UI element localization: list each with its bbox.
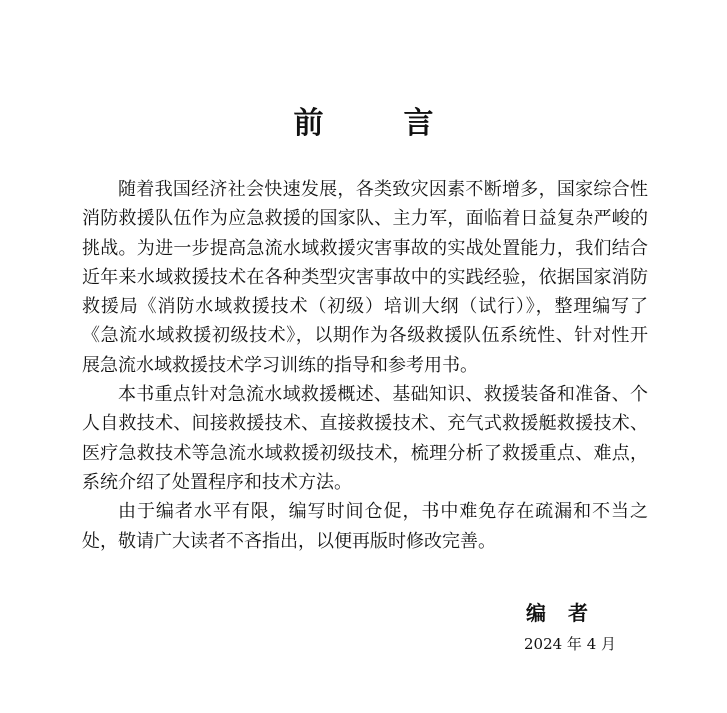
preface-body [82, 175, 648, 556]
page-title: 前言 [293, 106, 514, 141]
paragraph: 由于编者水平有限，编写时间仓促，书中难免存在疏漏和不当之处，敬请广大读者不吝指出，以便再版时修改完善。 [82, 501, 648, 552]
paragraph: 随着我国经济社会快速发展，各类致灾因素不断增多，国家综合性消防救援队伍作为应急救援的国家队、主力军，面临着日益复杂严峻的挑战。为进一步提高急流水域救援灾害事故的实战处置能力，我们结合近年来水域救援技术在各种类型灾害事故中的实践经验，依据国家消防救援局《消防水域救援技术（初级）培训大纲（试行）》，整理编写了《急流水域救援初级技术》，以期作为各级救援队伍系统性、针对性开展急流水域救援技术学习训练的指导和参考用书。 [82, 179, 648, 376]
publication-date: 2024 年 4 月 [523, 635, 617, 653]
author-signature: 编者 [526, 601, 610, 625]
paragraph: 本书重点针对急流水域救援概述、基础知识、救援装备和准备、个人自救技术、间接救援技术、直接救援技术、充气式救援艇救援技术、医疗急救技术等急流水域救援初级技术，梳理分析了救援重点、难点，系统介绍了处置程序和技术方法。 [82, 384, 648, 493]
